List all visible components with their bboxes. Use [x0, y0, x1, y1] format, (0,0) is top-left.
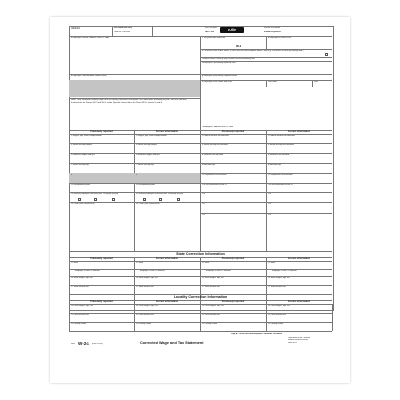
- divider: [200, 163, 332, 164]
- form-revision: (Rev. 8-2014): [92, 343, 103, 345]
- box7-prev-label: 7 Social security tips: [71, 164, 90, 166]
- form-prefix: Form: [71, 343, 76, 345]
- local-tax-prev-1: 19 Local income tax: [71, 314, 89, 316]
- divider: [69, 304, 70, 331]
- box3-prev-label: 3 Social security wages: [71, 144, 92, 146]
- form-title: Corrected Wage and Tax Statement: [140, 341, 204, 345]
- box10-prev-label: 10 Dependent care benefits: [202, 174, 227, 176]
- divider: [200, 202, 332, 203]
- tax-year-label: c Tax year/Form corrected: [202, 37, 226, 39]
- divider: [200, 213, 332, 214]
- divider: [200, 192, 332, 193]
- statutory-employee-correct-checkbox[interactable]: [143, 198, 146, 201]
- box14-prev-label: 14 Other (see instructions): [71, 203, 95, 205]
- box12d-prev-label: 12d: [202, 214, 206, 216]
- notes-text: Note: Only complete money fields that are being corrected. Exception: for corrections involving MQGE, see the General Instructions for Forms W-2 and W-3, under Specific Instructions for Form W-2c, boxes 5 and 6.: [71, 99, 187, 104]
- box10-correct-label: 10 Dependent care benefits: [268, 174, 293, 176]
- right-correct-header: Correct information: [287, 129, 311, 133]
- divider: [69, 331, 332, 332]
- divider: [200, 304, 201, 331]
- right-prev-header: Previously reported: [221, 129, 245, 133]
- locality-name-prev-1: 20 Locality name: [71, 323, 87, 325]
- local-tax-correct-2: 19 Local income tax: [268, 314, 286, 316]
- irs-label: Internal Revenue Service: [288, 339, 309, 341]
- state-wages-prev-2: 16 State wages, tips, etc.: [202, 277, 225, 279]
- divider: [266, 130, 267, 251]
- box6-correct-label: 6 Medicare tax withheld: [268, 154, 290, 156]
- third-party-sick-pay-prev-checkbox[interactable]: [112, 198, 115, 201]
- third-party-sick-pay-correct-checkbox[interactable]: [177, 198, 180, 201]
- divider: [134, 304, 135, 331]
- locality-name-prev-2: 20 Locality name: [202, 323, 218, 325]
- box8-prev-label: 8 Allocated tips: [202, 164, 216, 166]
- corrected-ssn-checkbox[interactable]: [325, 53, 328, 56]
- divider: [69, 285, 332, 286]
- local-wages-correct-1: 18 Local wages, tips, etc.: [136, 305, 159, 307]
- box1-prev-label: 1 Wages, tips, other compensation: [71, 135, 102, 137]
- safe-accurate-label: Safe, accurate,: [205, 27, 218, 29]
- local-tax-correct-1: 19 Local income tax: [136, 314, 154, 316]
- box13-correct-label: 13 Statutory employee Retirement plan Third-party sick pay: [136, 193, 184, 195]
- treasury-label: Department of the Treasury: [288, 336, 310, 339]
- state-id-prev-1: Employer's state ID number: [75, 270, 100, 272]
- official-use-label: For Official Use Only: [114, 27, 132, 29]
- divider: [200, 36, 201, 138]
- state-tax-correct-1: 17 State income tax: [136, 286, 154, 288]
- locality-correct-header-1: Correct information: [155, 299, 179, 303]
- divider: [152, 26, 153, 36]
- state-id-prev-2: Employer's state ID number: [206, 270, 231, 272]
- divider: [266, 36, 267, 49]
- locality-prev-header-2: Previously reported: [221, 299, 245, 303]
- divider: [69, 313, 332, 314]
- box5-prev-label: 5 Medicare wages and tips: [71, 154, 95, 156]
- state-prev-2: 15 State: [202, 262, 210, 264]
- employer-name-label: a Employer's name, address, and ZIP code: [71, 37, 110, 39]
- shaded-box9-correct: [134, 173, 199, 182]
- box8-correct-label: 8 Allocated tips: [268, 164, 282, 166]
- irs-url: at www.irs.gov/efile: [264, 30, 281, 33]
- shaded-box9-prev: [69, 173, 133, 182]
- first-name-label: h Employee's first name and initial: [202, 81, 233, 83]
- local-wages-prev-1: 18 Local wages, tips, etc.: [71, 305, 94, 307]
- last-name-label: Last name: [268, 81, 278, 83]
- complete-boxes-note: Complete boxes f and/or g only if incorrect on form previously filed: [202, 58, 255, 60]
- box5-correct-label: 5 Medicare wages and tips: [136, 154, 160, 156]
- prev-name-label: g Employee's previously reported name: [202, 75, 238, 77]
- box13-prev-label: 13 Statutory employee Retirement plan Third-party sick pay: [71, 193, 119, 195]
- retirement-plan-correct-checkbox[interactable]: [159, 198, 162, 201]
- divider: [200, 130, 201, 251]
- state-prev-1: 15 State: [71, 262, 79, 264]
- locality-prev-header-1: Previously reported: [90, 299, 113, 303]
- left-prev-header: Previously reported: [90, 129, 113, 133]
- employee-address-label: i Employee's address and ZIP code: [202, 126, 234, 128]
- state-wages-correct-2: 16 State wages, tips, etc.: [268, 277, 291, 279]
- statutory-employee-prev-checkbox[interactable]: [78, 198, 81, 201]
- w2-label: W-2: [236, 45, 242, 48]
- state-id-correct-1: Employer's state ID number: [140, 270, 165, 272]
- left-correct-header: Correct information: [155, 129, 179, 133]
- box11-correct-label: 11 Nonqualified plans: [136, 184, 156, 186]
- divider: [332, 304, 333, 331]
- state-wages-prev-1: 16 State wages, tips, etc.: [71, 277, 94, 279]
- locality-correct-header-2: Correct information: [287, 299, 311, 303]
- state-correct-header-2: Correct information: [287, 256, 311, 260]
- box12a-prev-label: 12a See instructions for box 12: [202, 184, 227, 186]
- divider: [112, 26, 113, 36]
- box12a-correct-label: 12a See instructions for box 12: [268, 184, 293, 186]
- box12c-prev-label: 12c: [202, 203, 206, 205]
- state-correct-header-1: Correct information: [155, 256, 179, 260]
- box9-correct-label: 9: [136, 174, 138, 176]
- state-prev-header-1: Previously reported: [90, 256, 113, 260]
- shaded-block: [69, 80, 199, 97]
- locality-name-correct-2: 20 Locality name: [268, 323, 284, 325]
- box12b-correct-label: 12b: [268, 193, 272, 195]
- copy-a-line: Copy A—To Be Filed With Employee's FEDERAL Tax Return: [231, 333, 283, 335]
- local-wages-prev-2: 18 Local wages, tips, etc.: [202, 305, 225, 307]
- w2c-form: [50, 17, 350, 383]
- box6-prev-label: 6 Medicare tax withheld: [202, 154, 224, 156]
- box1-correct-label: 1 Wages, tips, other compensation: [136, 135, 167, 137]
- divider: [312, 80, 313, 87]
- state-prev-header-2: Previously reported: [221, 256, 245, 260]
- box9-prev-label: 9: [71, 174, 73, 176]
- divider: [266, 80, 267, 87]
- efile-logo: e-file: [220, 27, 244, 33]
- employer-ein-label: b Employer's identification number (EIN): [71, 75, 107, 77]
- locality-name-correct-1: 20 Locality name: [136, 323, 152, 325]
- suffix-label: Suff.: [314, 81, 319, 83]
- box2-prev-label: 2 Federal income tax withheld: [202, 135, 229, 137]
- box7-correct-label: 7 Social security tips: [136, 164, 155, 166]
- box14-correct-label: 14 Other (see instructions): [136, 203, 160, 205]
- box12c-correct-label: 12c: [268, 203, 272, 205]
- retirement-plan-prev-checkbox[interactable]: [94, 198, 97, 201]
- divider: [69, 276, 332, 277]
- state-tax-prev-2: 17 State income tax: [202, 286, 220, 288]
- local-wages-correct-2: 18 Local wages, tips, etc.: [268, 305, 291, 307]
- state-id-correct-2: Employer's state ID number: [272, 270, 297, 272]
- form-number-label: Form W-2c: [288, 341, 297, 344]
- state-correct-2: 15 State: [268, 262, 276, 264]
- void-code: 44444: [71, 27, 80, 30]
- state-section-title: State Correction Information: [176, 252, 225, 256]
- visit-irs-label: Visit the IRS website: [264, 27, 281, 29]
- box12b-prev-label: 12b: [202, 193, 206, 195]
- box3-correct-label: 3 Social security wages: [136, 144, 157, 146]
- fast-use-label: FAST! Use: [205, 30, 214, 33]
- box12d-correct-label: 12d: [268, 214, 272, 216]
- box4-prev-label: 4 Social security tax withheld: [202, 144, 228, 146]
- local-tax-prev-2: 19 Local income tax: [202, 314, 220, 316]
- state-wages-correct-1: 16 State wages, tips, etc.: [136, 277, 159, 279]
- employee-ssn-label: d Employee's correct SSN: [268, 37, 292, 39]
- form-name: W-2c: [78, 340, 89, 346]
- box11-prev-label: 11 Nonqualified plans: [71, 184, 91, 186]
- divider: [69, 322, 332, 323]
- corrected-ssn-label: e Corrected SSN and/or name. (Check this box and complete boxes f and/or g if incorrect on form previously filed.): [202, 50, 304, 52]
- prev-ssn-label: f Employee's previously reported SSN: [202, 62, 236, 64]
- state-tax-correct-2: 17 State income tax: [268, 286, 286, 288]
- divider: [266, 304, 267, 331]
- state-tax-prev-1: 17 State income tax: [71, 286, 89, 288]
- box2-correct-label: 2 Federal income tax withheld: [268, 135, 295, 137]
- box4-correct-label: 4 Social security tax withheld: [268, 144, 294, 146]
- state-correct-1: 15 State: [136, 262, 144, 264]
- omb-number: OMB No. 1545-0008: [114, 30, 131, 33]
- locality-section-title: Locality Correction Information: [173, 295, 228, 299]
- divider: [134, 130, 138, 251]
